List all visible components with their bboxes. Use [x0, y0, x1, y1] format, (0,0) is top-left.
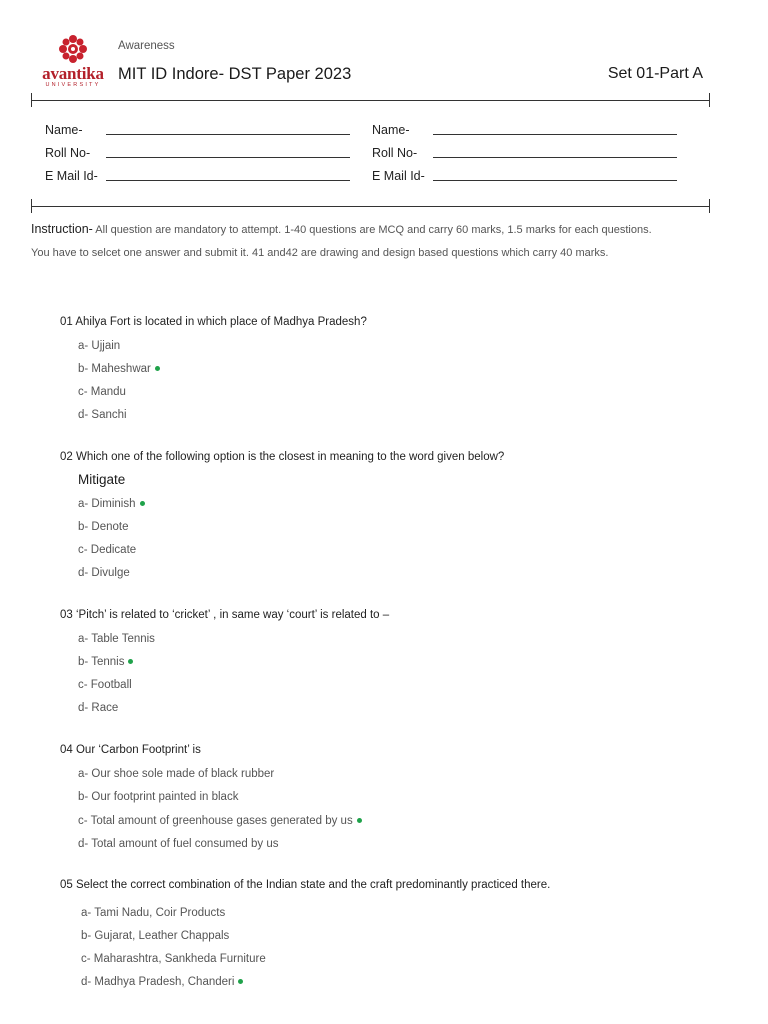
- instruction-line-1: Instruction- All question are mandatory to attempt. 1-40 questions are MCQ and carry 60 marks, 1.5 marks for each questions.: [31, 222, 652, 236]
- email-field-left[interactable]: [106, 180, 350, 181]
- option[interactable]: d- Total amount of fuel consumed by us: [78, 838, 279, 850]
- option[interactable]: b- Maheshwar: [78, 363, 160, 375]
- roll-label-left: Roll No-: [45, 146, 91, 160]
- email-label-right: E Mail Id-: [372, 169, 425, 183]
- option[interactable]: a- Diminish: [78, 498, 145, 510]
- set-label: Set 01-Part A: [607, 65, 703, 82]
- option[interactable]: c- Maharashtra, Sankheda Furniture: [81, 953, 266, 965]
- option[interactable]: c- Mandu: [78, 386, 126, 398]
- name-field-right[interactable]: [433, 134, 677, 135]
- option[interactable]: c- Total amount of greenhouse gases generated by us: [78, 815, 362, 827]
- option[interactable]: b- Tennis: [78, 656, 133, 668]
- option[interactable]: b- Our footprint painted in black: [78, 791, 239, 803]
- correct-answer-dot-icon: [128, 659, 133, 664]
- option[interactable]: d- Race: [78, 702, 119, 714]
- option[interactable]: b- Denote: [78, 521, 129, 533]
- roll-label-right: Roll No-: [372, 146, 418, 160]
- option[interactable]: c- Football: [78, 679, 132, 691]
- roll-field-left[interactable]: [106, 157, 350, 158]
- email-field-right[interactable]: [433, 180, 677, 181]
- name-label-left: Name-: [45, 123, 83, 137]
- instruction-label: Instruction-: [31, 222, 93, 236]
- option[interactable]: a- Ujjain: [78, 340, 121, 352]
- flower-emblem-icon: [56, 34, 90, 64]
- question-text: 02 Which one of the following option is the closest in meaning to the word given below?: [60, 451, 505, 463]
- divider-end-right: [709, 93, 710, 107]
- divider-end-left: [31, 199, 32, 213]
- header-divider: [31, 100, 710, 101]
- option[interactable]: a- Table Tennis: [78, 633, 155, 645]
- option[interactable]: b- Gujarat, Leather Chappals: [81, 930, 230, 942]
- correct-answer-dot-icon: [155, 366, 160, 371]
- paper-category: Awareness: [118, 40, 175, 52]
- correct-answer-dot-icon: [238, 979, 243, 984]
- question-text: 01 Ahilya Fort is located in which place of Madhya Pradesh?: [60, 316, 367, 328]
- instruction-line-2: You have to selcet one answer and submit it. 41 and42 are drawing and design based questions which carry 40 marks.: [31, 247, 609, 259]
- name-label-right: Name-: [372, 123, 410, 137]
- option[interactable]: a- Tami Nadu, Coir Products: [81, 907, 226, 919]
- option[interactable]: d- Madhya Pradesh, Chanderi: [81, 976, 243, 988]
- divider-end-left: [31, 93, 32, 107]
- option[interactable]: a- Our shoe sole made of black rubber: [78, 768, 275, 780]
- logo-wordmark: avantika: [42, 64, 104, 83]
- roll-field-right[interactable]: [433, 157, 677, 158]
- name-field-left[interactable]: [106, 134, 350, 135]
- paper-title: MIT ID Indore- DST Paper 2023: [118, 65, 352, 83]
- divider-end-right: [709, 199, 710, 213]
- form-divider: [31, 206, 710, 207]
- question-word: Mitigate: [78, 472, 126, 487]
- question-text: 04 Our ‘Carbon Footprint’ is: [60, 744, 201, 756]
- correct-answer-dot-icon: [357, 818, 362, 823]
- email-label-left: E Mail Id-: [45, 169, 98, 183]
- option[interactable]: c- Dedicate: [78, 544, 137, 556]
- university-logo: [38, 34, 108, 92]
- option[interactable]: d- Sanchi: [78, 409, 127, 421]
- correct-answer-dot-icon: [140, 501, 145, 506]
- option[interactable]: d- Divulge: [78, 567, 130, 579]
- logo-subtext: UNIVERSITY: [45, 82, 101, 88]
- question-text: 03 ‘Pitch’ is related to ‘cricket’ , in same way ‘court’ is related to –: [60, 609, 390, 621]
- question-text: 05 Select the correct combination of the Indian state and the craft predominantly practiced there.: [60, 879, 551, 891]
